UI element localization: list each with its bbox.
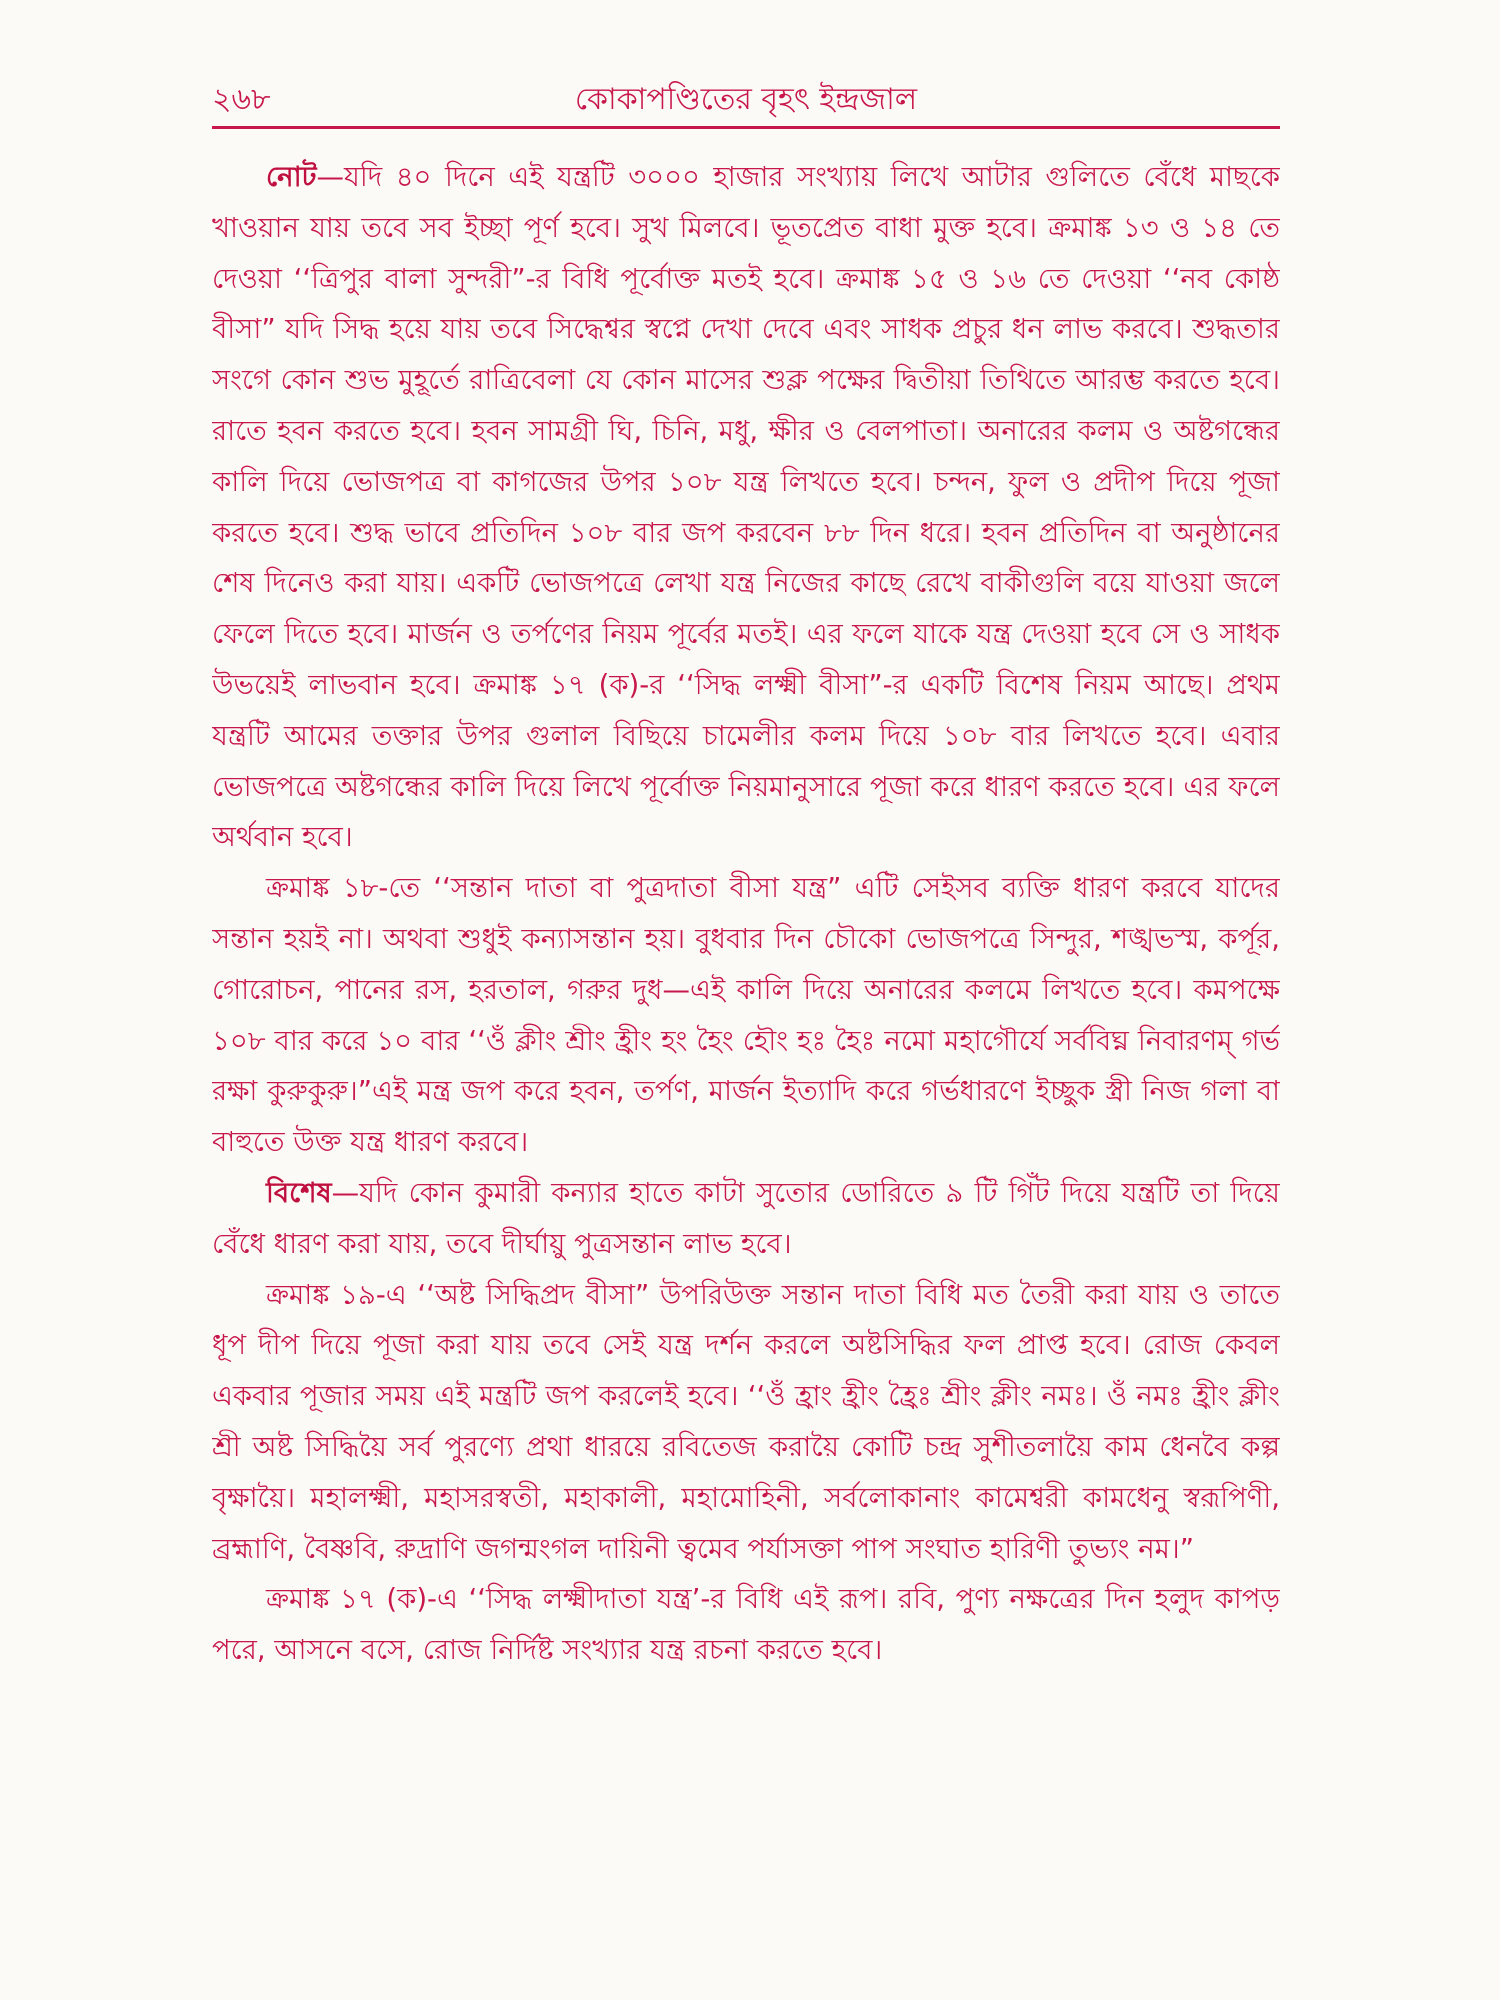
running-title: কোকাপণ্ডিতের বৃহৎ ইন্দ্রজাল: [574, 82, 918, 117]
page-number: ২৬৮: [212, 82, 271, 117]
paragraph-item-19: [212, 1270, 1280, 1575]
paragraph-special: [212, 1168, 1280, 1270]
paragraph-item-18: [212, 863, 1280, 1168]
paragraph-note: [212, 152, 1280, 863]
paragraph-text: —যদি কোন কুমারী কন্যার হাতে কাটা সুতোর ডোরিতে ৯ টি গিঁট দিয়ে যন্ত্রটি তা দিয়ে বেঁধে ধারণ করা যায়, তবে দীর্ঘায়ু পুত্রসন্তান লাভ হবে।: [212, 1176, 1280, 1260]
paragraph-lead: বিশেষ: [266, 1176, 332, 1209]
paragraph-text: —যদি ৪০ দিনে এই যন্ত্রটি ৩০০০ হাজার সংখ্যায় লিখে আটার গুলিতে বেঁধে মাছকে খাওয়ান যায় তবে সব ইচ্ছা পূর্ণ হবে। সুখ মিলবে। ভূতপ্রেত বাধা মুক্ত হবে। ক্রমাঙ্ক ১৩ ও ১৪ তে দেওয়া ‘‘ত্রিপুর বালা সুন্দরী”-র বিধি পূর্বোক্ত মতই হবে। ক্রমাঙ্ক ১৫ ও ১৬ তে দেওয়া ‘‘নব কোষ্ঠ বীসা” যদি সিদ্ধ হয়ে যায় তবে সিদ্ধেশ্বর স্বপ্নে দেখা দেবে এবং সাধক প্রচুর ধন লাভ করবে। শুদ্ধতার সংগে কোন শুভ মুহূর্তে রাত্রিবেলা যে কোন মাসের শুক্ল পক্ষের দ্বিতীয়া তিথিতে আরম্ভ করতে হবে। রাতে হবন করতে হবে। হবন সামগ্রী ঘি, চিনি, মধু, ক্ষীর ও বেলপাতা। অনারের কলম ও অষ্টগন্ধের কালি দিয়ে ভোজপত্র বা কাগজের উপর ১০৮ যন্ত্র লিখতে হবে। চন্দন, ফুল ও প্রদীপ দিয়ে পূজা করতে হবে। শুদ্ধ ভাবে প্রতিদিন ১০৮ বার জপ করবেন ৮৮ দিন ধরে। হবন প্রতিদিন বা অনুষ্ঠানের শেষ দিনেও করা যায়। একটি ভোজপত্রে লেখা যন্ত্র নিজের কাছে রেখে বাকীগুলি বয়ে যাওয়া জলে ফেলে দিতে হবে। মার্জন ও তর্পণের নিয়ম পূর্বের মতই। এর ফলে যাকে যন্ত্র দেওয়া হবে সে ও সাধক উভয়েই লাভবান হবে। ক্রমাঙ্ক ১৭ (ক)-র ‘‘সিদ্ধ লক্ষ্মী বীসা”-র একটি বিশেষ নিয়ম আছে। প্রথম যন্ত্রটি আমের তক্তার উপর গুলাল বিছিয়ে চামেলীর কলম দিয়ে ১০৮ বার লিখতে হবে। এবার ভোজপত্রে অষ্টগন্ধের কালি দিয়ে লিখে পূর্বোক্ত নিয়মানুসারে পূজা করে ধারণ করতে হবে। এর ফলে অর্থবান হবে।: [212, 161, 1280, 854]
paragraph-lead: নোট: [266, 161, 317, 193]
page-header: [212, 78, 1280, 128]
header-divider: [212, 126, 1280, 129]
paragraph-text: ক্রমাঙ্ক ১৯-এ ‘‘অষ্ট সিদ্ধিপ্রদ বীসা” উপরিউক্ত সন্তান দাতা বিধি মত তৈরী করা যায় ও তাতে ধূপ দীপ দিয়ে পূজা করা যায় তবে সেই যন্ত্র দর্শন করলে অষ্টসিদ্ধির ফল প্রাপ্ত হবে। রোজ কেবল একবার পূজার সময় এই মন্ত্রটি জপ করলেই হবে। ‘‘ওঁ হ্রাং হ্রীং হ্রৈঃ শ্রীং ক্লীং নমঃ। ওঁ নমঃ হ্রীং ক্লীং শ্রী অষ্ট সিদ্ধিয়ৈ সর্ব পুরণ্যে প্রথা ধারয়ে রবিতেজ করায়ৈ কোটি চন্দ্র সুশীতলায়ৈ কাম ধেনবৈ কল্প বৃক্ষায়ৈ। মহালক্ষ্মী, মহাসরস্বতী, মহাকালী, মহামোহিনী, সর্বলোকানাং কামেশ্বরী কামধেনু স্বরূপিণী, ব্রহ্মাণি, বৈষ্ণবি, রুদ্রাণি জগন্মংগল দায়িনী ত্বমেব পর্যাসক্তা পাপ সংঘাত হারিণী তুভ্যং নম।”: [212, 1278, 1280, 1565]
paragraph-text: ক্রমাঙ্ক ১৭ (ক)-এ ‘‘সিদ্ধ লক্ষ্মীদাতা যন্ত্র’-র বিধি এই রূপ। রবি, পুণ্য নক্ষত্রের দিন হলুদ কাপড় পরে, আসনে বসে, রোজ নির্দিষ্ট সংখ্যার যন্ত্র রচনা করতে হবে।: [212, 1583, 1280, 1667]
paragraph-text: ক্রমাঙ্ক ১৮-তে ‘‘সন্তান দাতা বা পুত্রদাতা বীসা যন্ত্র” এটি সেইসব ব্যক্তি ধারণ করবে যাদের সন্তান হয়ই না। অথবা শুধুই কন্যাসন্তান হয়। বুধবার দিন চৌকো ভোজপত্রে সিন্দুর, শঙ্খভস্ম, কর্পূর, গোরোচন, পানের রস, হরতাল, গরুর দুধ—এই কালি দিয়ে অনারের কলমে লিখতে হবে। কমপক্ষে ১০৮ বার করে ১০ বার ‘‘ওঁ ক্লীং শ্রীং হ্রীং হং হৈং হৌং হঃ হৈঃ নমো মহাগৌর্যে সর্ববিঘ্ন নিবারণম্ গর্ভ রক্ষা কুরুকুরু।”এই মন্ত্র জপ করে হবন, তর্পণ, মার্জন ইত্যাদি করে গর্ভধারণে ইচ্ছুক স্ত্রী নিজ গলা বা বাহুতে উক্ত যন্ত্র ধারণ করবে।: [212, 872, 1280, 1159]
paragraph-item-17ka: [212, 1574, 1280, 1676]
body-text: [212, 152, 1280, 1942]
